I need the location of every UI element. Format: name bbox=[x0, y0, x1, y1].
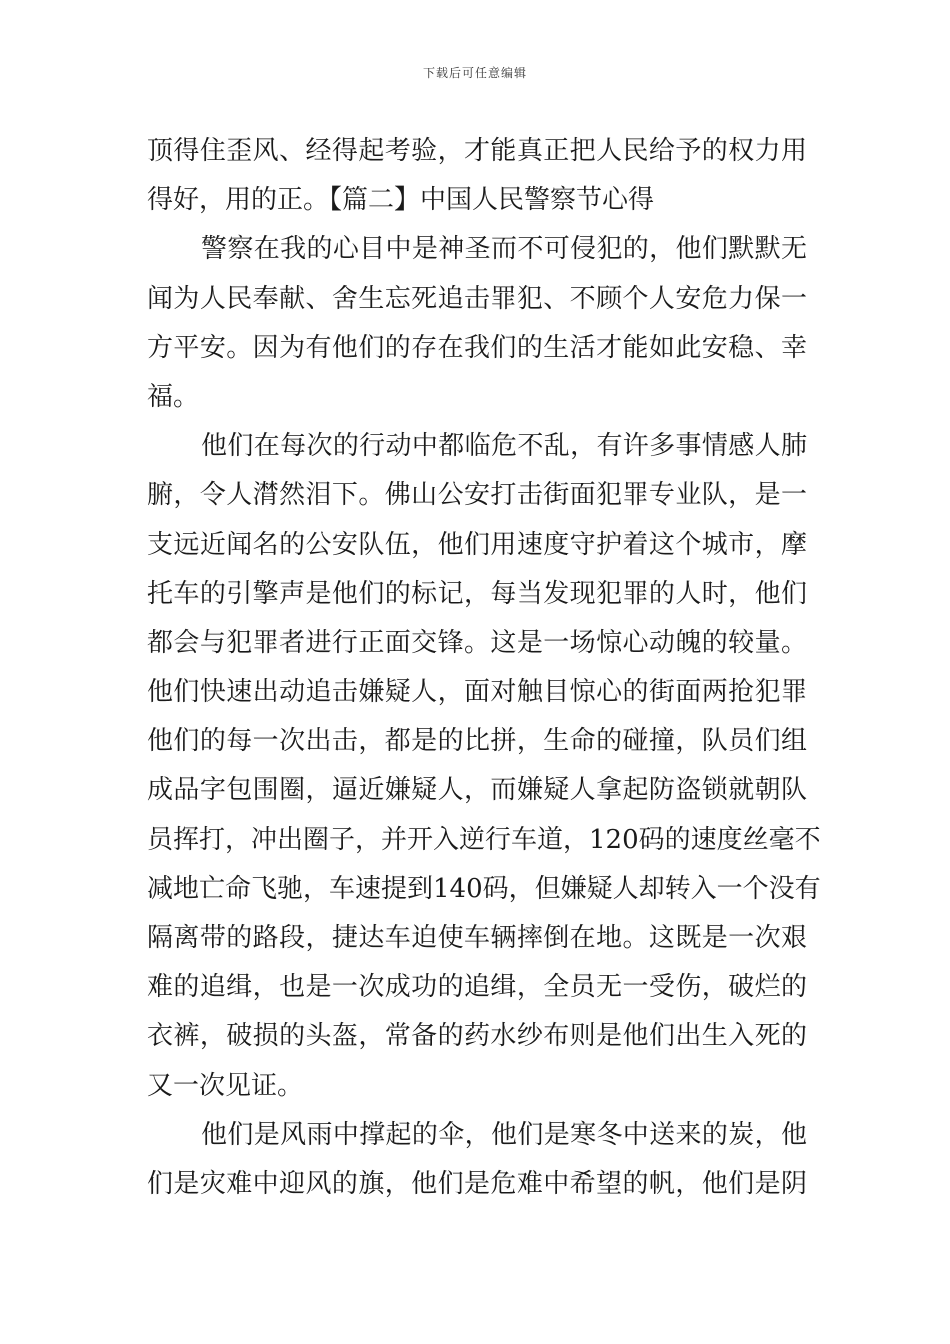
paragraph-first-line: 他们是风雨中撑起的伞，他们是寒冬中送来的炭，他 bbox=[201, 1119, 807, 1150]
page-header-note: 下载后可任意编辑 bbox=[422, 66, 527, 80]
text-line: 隔离带的路段，捷达车迫使车辆摔倒在地。这既是一次艰 bbox=[147, 923, 807, 953]
text-line: 他们快速出动追击嫌疑人，面对触目惊心的街面两抢犯罪 bbox=[147, 677, 807, 708]
document-body bbox=[147, 127, 821, 1209]
text-line: 福。 bbox=[147, 381, 200, 412]
paragraph-first-line: 警察在我的心目中是神圣而不可侵犯的，他们默默无 bbox=[201, 234, 807, 265]
text-line: 员挥打，冲出圈子，并开入逆行车道，120码的速度丝毫不 bbox=[147, 824, 821, 855]
text-line: 减地亡命飞驰，车速提到140码，但嫌疑人却转入一个没有 bbox=[147, 873, 821, 904]
text-line: 都会与犯罪者进行正面交锋。这是一场惊心动魄的较量。 bbox=[147, 627, 807, 658]
text-line: 又一次见证。 bbox=[147, 1070, 304, 1101]
text-line: 成品字包围圈，逼近嫌疑人，而嫌疑人拿起防盗锁就朝队 bbox=[147, 775, 807, 806]
text-line: 腑，令人潸然泪下。佛山公安打击街面犯罪专业队，是一 bbox=[147, 480, 807, 511]
text-line: 他们的每一次出击，都是的比拼，生命的碰撞，队员们组 bbox=[147, 726, 807, 757]
text-line: 托车的引擎声是他们的标记，每当发现犯罪的人时，他们 bbox=[147, 578, 807, 609]
text-line: 得好，用的正。【篇二】中国人民警察节心得 bbox=[147, 185, 655, 216]
text-line: 顶得住歪风、经得起考验，才能真正把人民给予的权力用 bbox=[147, 136, 807, 166]
text-line: 难的追缉，也是一次成功的追缉，全员无一受伤，破烂的 bbox=[147, 972, 807, 1003]
text-line: 闻为人民奉献、舍生忘死追击罪犯、不顾个人安危力保一 bbox=[147, 283, 807, 314]
text-line: 支远近闻名的公安队伍，他们用速度守护着这个城市，摩 bbox=[147, 529, 807, 560]
text-line: 方平安。因为有他们的存在我们的生活才能如此安稳、幸 bbox=[147, 332, 807, 363]
paragraph-first-line: 他们在每次的行动中都临危不乱，有许多事情感人肺 bbox=[201, 431, 807, 462]
text-line: 们是灾难中迎风的旗，他们是危难中希望的帆，他们是阴 bbox=[147, 1168, 807, 1199]
text-line: 衣裤，破损的头盔，常备的药水纱布则是他们出生入死的 bbox=[147, 1021, 807, 1052]
